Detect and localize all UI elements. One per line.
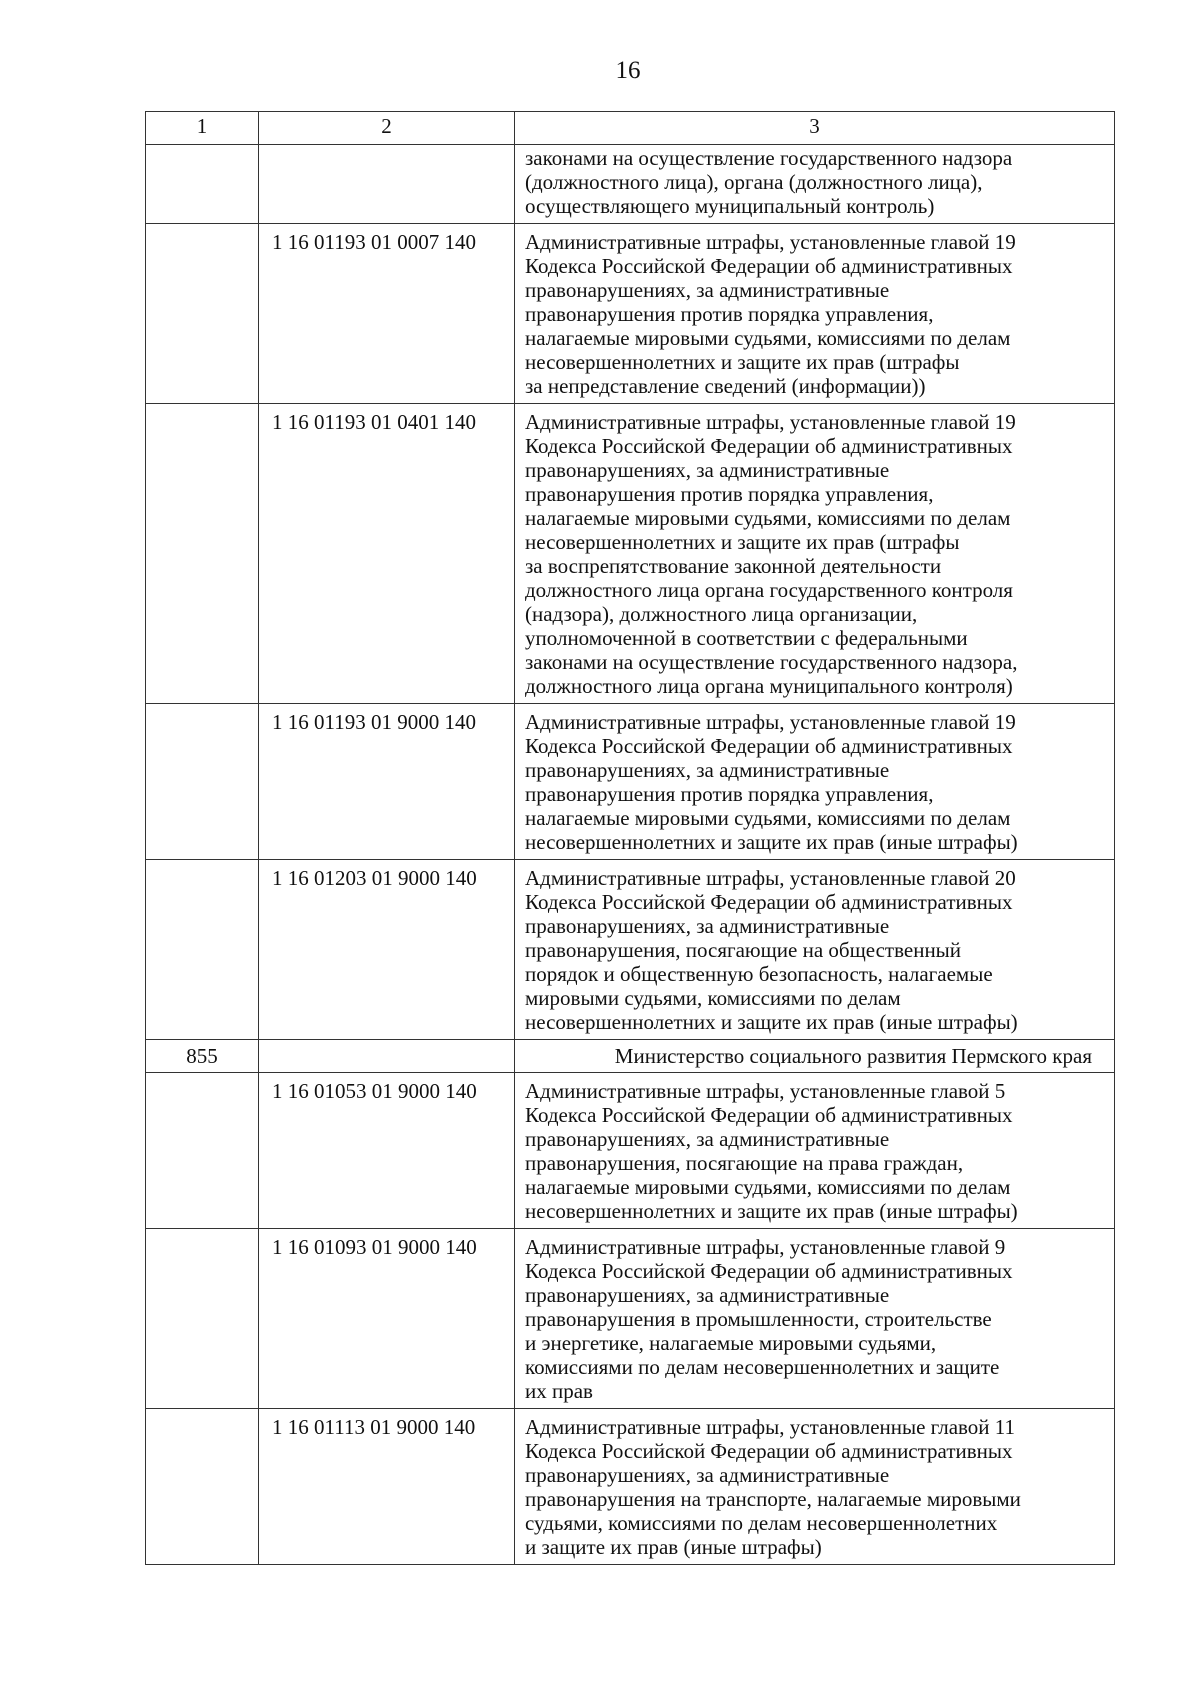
admin-code-cell [146,1229,259,1409]
admin-code-cell [146,145,259,224]
description-line: несовершеннолетних и защите их прав (иные штрафы) [525,830,1018,854]
budget-code-cell: 1 16 01193 01 0007 140 [259,224,515,404]
budget-code-cell: 1 16 01053 01 9000 140 [259,1073,515,1229]
admin-code-cell [146,1073,259,1229]
description-line: порядок и общественную безопасность, налагаемые [525,962,993,986]
description-line: Кодекса Российской Федерации об административных [525,1439,1013,1463]
description-line: Административные штрафы, установленные главой 19 [525,410,1016,434]
column-header-2: 2 [259,112,515,145]
description-line: правонарушения, посягающие на права граждан, [525,1151,964,1175]
description-line: правонарушения на транспорте, налагаемые мировыми [525,1487,1021,1511]
description-line: за непредставление сведений (информации)) [525,374,926,398]
description-line: их прав [525,1379,593,1403]
description-line: налагаемые мировыми судьями, комиссиями по делам [525,326,1011,350]
description-line: налагаемые мировыми судьями, комиссиями по делам [525,806,1011,830]
description-cell [515,1229,1115,1409]
page-number: 16 [615,57,641,84]
description-cell [515,860,1115,1040]
table-body [146,145,1115,1565]
table-row [146,404,1115,704]
description-line: правонарушения против порядка управления, [525,782,934,806]
table-row [146,704,1115,860]
description-line: правонарушениях, за административные [525,1127,890,1151]
description-line: правонарушениях, за административные [525,278,890,302]
budget-codes-table [145,111,1115,1565]
description-cell [515,1409,1115,1565]
description-line: правонарушениях, за административные [525,458,890,482]
description-line: правонарушениях, за административные [525,758,890,782]
admin-code-cell [146,860,259,1040]
description-cell [515,145,1115,224]
table-header-row [146,112,1115,145]
table-row-ministry [146,1040,1115,1073]
description-line: и энергетике, налагаемые мировыми судьями, [525,1331,937,1355]
description-line: правонарушения против порядка управления, [525,302,934,326]
description-line: за воспрепятствование законной деятельности [525,554,942,578]
description-line: налагаемые мировыми судьями, комиссиями по делам [525,1175,1011,1199]
description-line: правонарушениях, за административные [525,1283,890,1307]
description-line: и защите их прав (иные штрафы) [525,1535,822,1559]
description-line: Административные штрафы, установленные главой 5 [525,1079,1006,1103]
budget-code-cell [259,145,515,224]
description-line: Кодекса Российской Федерации об административных [525,890,1013,914]
budget-code-cell [259,1040,515,1073]
budget-code-cell: 1 16 01093 01 9000 140 [259,1229,515,1409]
description-line: Административные штрафы, установленные главой 11 [525,1415,1016,1439]
admin-code-cell [146,704,259,860]
description-line: законами на осуществление государственного надзора, [525,650,1018,674]
description-cell [515,1073,1115,1229]
description-line: Административные штрафы, установленные главой 19 [525,230,1016,254]
description-line: несовершеннолетних и защите их прав (иные штрафы) [525,1199,1018,1223]
table-row [146,224,1115,404]
description-line: Кодекса Российской Федерации об административных [525,1103,1013,1127]
description-line: правонарушения в промышленности, строительстве [525,1307,992,1331]
description-line: налагаемые мировыми судьями, комиссиями по делам [525,506,1011,530]
description-line: Административные штрафы, установленные главой 20 [525,866,1016,890]
description-line: Административные штрафы, установленные главой 19 [525,710,1016,734]
description-line: (надзора), должностного лица организации, [525,602,918,626]
table-row [146,1229,1115,1409]
description-line: уполномоченной в соответствии с федеральными [525,626,968,650]
description-line: законами на осуществление государственного надзора [525,146,1013,170]
description-line: Кодекса Российской Федерации об административных [525,1259,1013,1283]
column-header-1: 1 [146,112,259,145]
description-line: судьями, комиссиями по делам несовершеннолетних [525,1511,998,1535]
table-row [146,860,1115,1040]
description-line: несовершеннолетних и защите их прав (штрафы [525,350,960,374]
budget-code-cell: 1 16 01203 01 9000 140 [259,860,515,1040]
description-line: мировыми судьями, комиссиями по делам [525,986,901,1010]
description-line: Кодекса Российской Федерации об административных [525,434,1013,458]
description-line: Административные штрафы, установленные главой 9 [525,1235,1006,1259]
description-line: несовершеннолетних и защите их прав (иные штрафы) [525,1010,1018,1034]
admin-code-cell [146,224,259,404]
budget-code-cell: 1 16 01113 01 9000 140 [259,1409,515,1565]
column-header-3: 3 [515,112,1115,145]
description-line: правонарушения, посягающие на общественный [525,938,962,962]
budget-code-cell: 1 16 01193 01 9000 140 [259,704,515,860]
description-line: Кодекса Российской Федерации об административных [525,254,1013,278]
table-row [146,145,1115,224]
description-line: Кодекса Российской Федерации об административных [525,734,1013,758]
description-cell [515,224,1115,404]
description-cell [515,404,1115,704]
budget-code-cell: 1 16 01193 01 0401 140 [259,404,515,704]
description-line: должностного лица органа муниципального контроля) [525,674,1013,698]
description-line: (должностного лица), органа (должностного лица), [525,170,983,194]
admin-code-cell [146,404,259,704]
description-line: правонарушениях, за административные [525,1463,890,1487]
description-cell [515,704,1115,860]
admin-code-cell [146,1409,259,1565]
description-line: правонарушения против порядка управления, [525,482,934,506]
admin-code-cell: 855 [146,1040,259,1073]
description-line: правонарушениях, за административные [525,914,890,938]
table-row [146,1073,1115,1229]
table-row [146,1409,1115,1565]
description-line: осуществляющего муниципальный контроль) [525,194,935,218]
ministry-name-cell: Министерство социального развития Пермского края [515,1040,1115,1073]
description-line: несовершеннолетних и защите их прав (штрафы [525,530,960,554]
description-line: должностного лица органа государственного контроля [525,578,1013,602]
description-line: комиссиями по делам несовершеннолетних и защите [525,1355,1000,1379]
